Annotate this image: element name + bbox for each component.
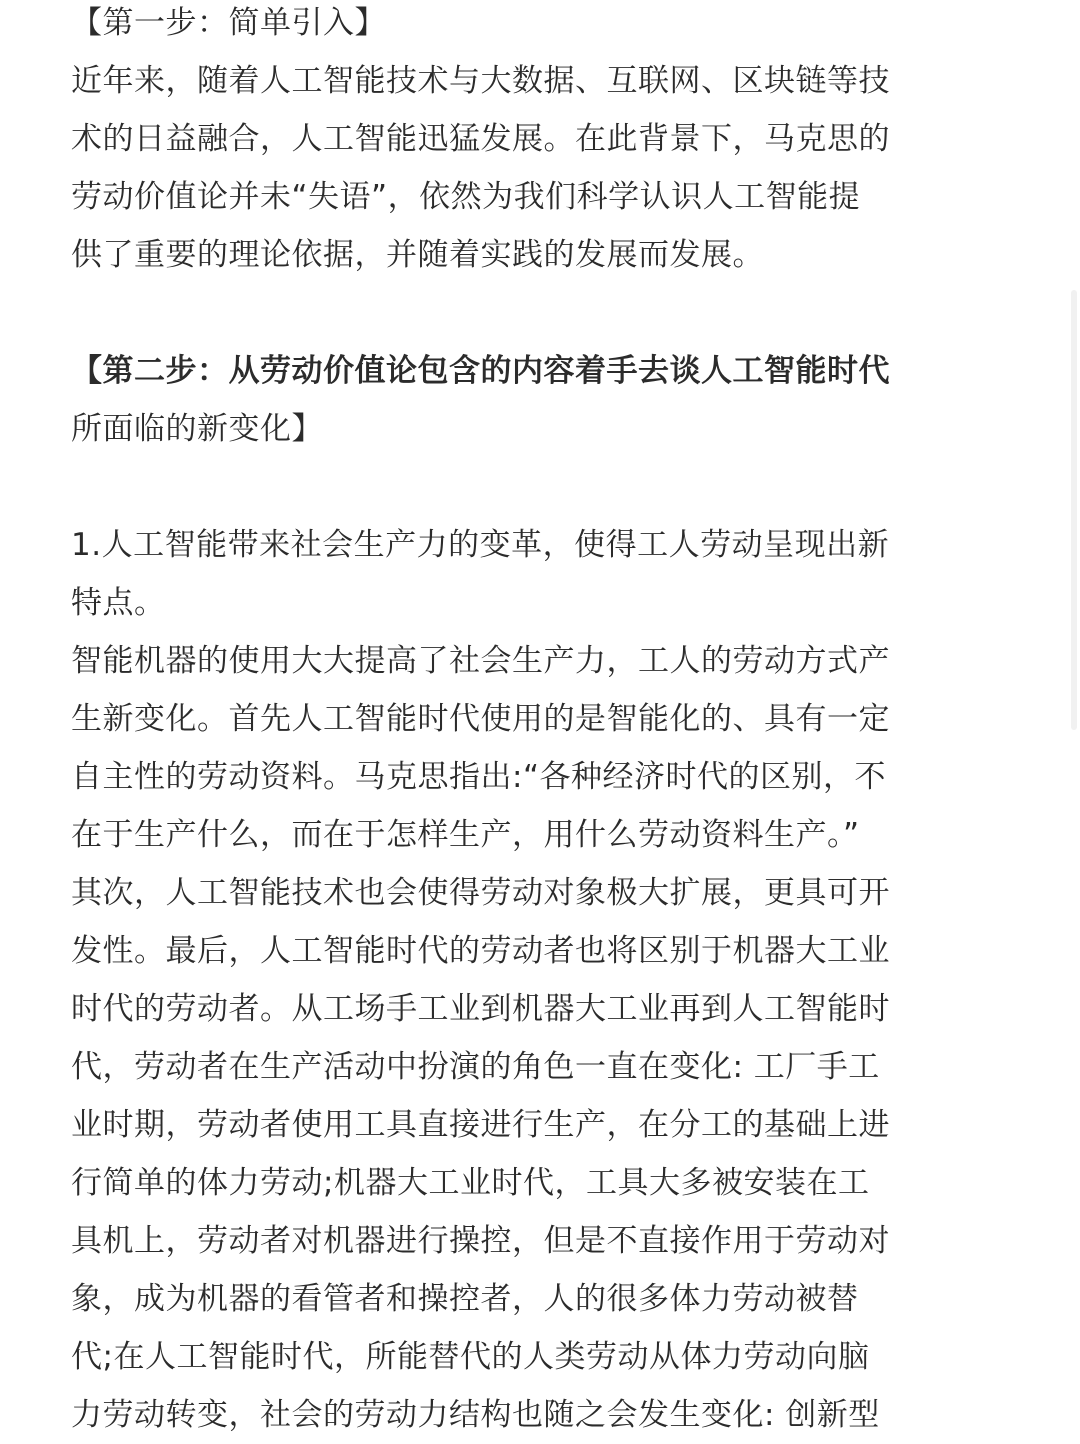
spacer bbox=[71, 458, 1011, 516]
paragraph-line: 术的日益融合，人工智能迅猛发展。在此背景下，马克思的 bbox=[71, 121, 890, 157]
paragraph-line: 生新变化。首先人工智能时代使用的是智能化的、具有一定 bbox=[71, 701, 890, 737]
point1-title: 1.人工智能带来社会生产力的变革，使得工人劳动呈现出新 bbox=[71, 527, 890, 563]
paragraph-line: 自主性的劳动资料。马克思指出:“各种经济时代的区别，不 bbox=[71, 759, 887, 795]
paragraph-line: 供了重要的理论依据，并随着实践的发展而发展。 bbox=[71, 237, 764, 273]
paragraph-line: 在于生产什么，而在于怎样生产，用什么劳动资料生产。” bbox=[71, 817, 860, 853]
point1-title: 特点。 bbox=[71, 585, 166, 621]
paragraph-line: 象，成为机器的看管者和操控者，人的很多体力劳动被替 bbox=[71, 1281, 859, 1317]
paragraph-line: 业时期，劳动者使用工具直接进行生产，在分工的基础上进 bbox=[71, 1107, 890, 1143]
paragraph-line: 近年来，随着人工智能技术与大数据、互联网、区块链等技 bbox=[71, 63, 890, 99]
scrollbar[interactable] bbox=[1071, 290, 1077, 730]
step1-heading: 【第一步：简单引入】 bbox=[71, 5, 386, 41]
paragraph-line: 劳动价值论并未“失语”，依然为我们科学认识人工智能提 bbox=[71, 179, 861, 215]
paragraph-line: 代;在人工智能时代，所能替代的人类劳动从体力劳动向脑 bbox=[71, 1339, 870, 1375]
paragraph-line: 具机上，劳动者对机器进行操控，但是不直接作用于劳动对 bbox=[71, 1223, 890, 1259]
spacer bbox=[71, 284, 1011, 342]
paragraph-line: 力劳动转变，社会的劳动力结构也随之会发生变化: 创新型 bbox=[71, 1397, 880, 1433]
paragraph-line: 智能机器的使用大大提高了社会生产力，工人的劳动方式产 bbox=[71, 643, 890, 679]
paragraph-line: 代，劳动者在生产活动中扮演的角色一直在变化: 工厂手工 bbox=[71, 1049, 880, 1085]
article-body bbox=[71, 0, 1011, 1444]
paragraph-line: 发性。最后，人工智能时代的劳动者也将区别于机器大工业 bbox=[71, 933, 890, 969]
paragraph-line: 其次，人工智能技术也会使得劳动对象极大扩展，更具可开 bbox=[71, 875, 890, 911]
paragraph-line: 时代的劳动者。从工场手工业到机器大工业再到人工智能时 bbox=[71, 991, 890, 1027]
step2-heading: 【第二步：从劳动价值论包含的内容着手去谈人工智能时代 bbox=[71, 353, 890, 389]
step2-heading-continued: 所面临的新变化】 bbox=[71, 411, 323, 447]
paragraph-line: 行简单的体力劳动;机器大工业时代，工具大多被安装在工 bbox=[71, 1165, 870, 1201]
